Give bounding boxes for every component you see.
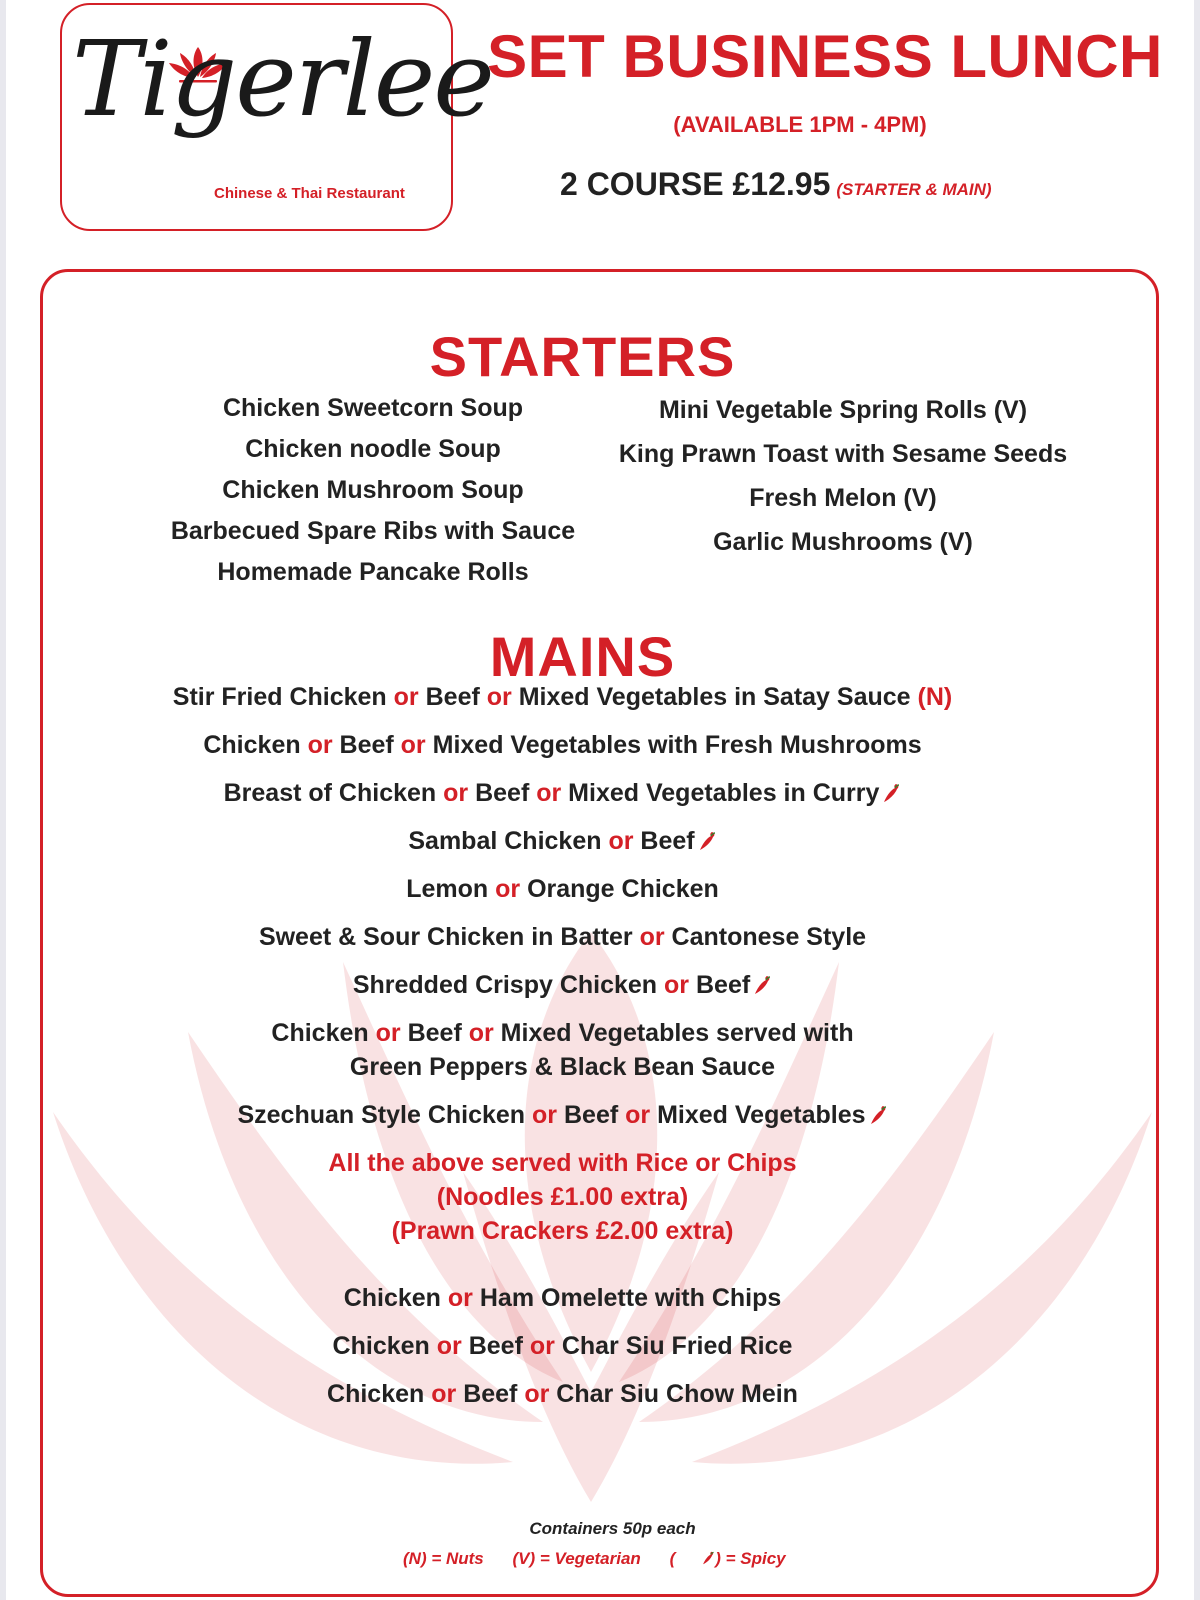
availability-note: (AVAILABLE 1PM - 4PM) [673, 112, 927, 137]
dish-text: Mixed Vegetables with Fresh Mushrooms [432, 731, 922, 759]
dish-text: Mixed Vegetables served with [500, 1019, 854, 1047]
served-note: All the above served with Rice or Chips [328, 1149, 797, 1177]
or-connector: or [386, 683, 426, 711]
nuts-marker: (N) [910, 683, 953, 711]
dish-text: Mixed Vegetables in Satay Sauce [518, 683, 911, 711]
starters-right-column [573, 388, 1113, 564]
dish-text: Chicken [271, 1019, 369, 1047]
main-item [40, 968, 1122, 1002]
dish-text: Beef [640, 827, 695, 855]
chili-icon [881, 782, 901, 804]
dish-text: Chicken [327, 1380, 425, 1408]
dish-text: Stir Fried Chicken [172, 683, 387, 711]
logo [60, 3, 493, 231]
or-connector: or [461, 1019, 501, 1047]
chili-icon [697, 830, 717, 852]
menu-panel [40, 269, 1159, 1597]
dish-text: Chicken [343, 1284, 441, 1312]
main-item [40, 872, 1122, 906]
dish-text: Sambal Chicken [408, 827, 602, 855]
main-item [40, 680, 1122, 714]
main-item [40, 776, 1122, 810]
chili-icon [868, 1104, 888, 1126]
dish-text: Sweet & Sour Chicken in Batter [258, 923, 633, 951]
dish-text: Beef [563, 1101, 619, 1129]
price-line [560, 166, 992, 203]
served-note: (Prawn Crackers £2.00 extra) [391, 1217, 734, 1245]
or-connector: or [601, 827, 641, 855]
or-connector: or [368, 1019, 408, 1047]
dish-text: Char Siu Fried Rice [561, 1332, 793, 1360]
dish-text: Beef [339, 731, 394, 759]
dish-text: Shredded Crispy Chicken [352, 971, 658, 999]
dish-text: Beef [695, 971, 751, 999]
containers-note: Containers 50p each [529, 1519, 696, 1538]
legend-spicy [670, 1549, 810, 1568]
dish-text: Lemon [406, 875, 496, 903]
main-item [40, 728, 1122, 762]
price-note: (STARTER & MAIN) [836, 180, 992, 199]
dish-text: Beef [463, 1380, 518, 1408]
starters-heading: STARTERS [429, 325, 736, 388]
starter-item: Mini Vegetable Spring Rolls (V) [658, 396, 1028, 424]
dish-text: Orange Chicken [527, 875, 719, 903]
dish-text: Mixed Vegetables [657, 1101, 866, 1129]
main-item [40, 1377, 1122, 1411]
main-item [40, 1281, 1122, 1315]
main-item [40, 1098, 1122, 1132]
or-connector: or [529, 779, 569, 807]
dish-text: Beef [468, 1332, 523, 1360]
dish-text: Mixed Vegetables in Curry [568, 779, 880, 807]
dish-text: Breast of Chicken [223, 779, 437, 807]
or-connector: or [424, 1380, 464, 1408]
or-connector: or [632, 923, 672, 951]
legend-spicy-close: ) = Spicy [715, 1549, 786, 1568]
dish-text: Beef [407, 1019, 462, 1047]
or-connector: or [479, 683, 519, 711]
starter-item: Garlic Mushrooms (V) [713, 528, 973, 556]
or-connector: or [517, 1380, 557, 1408]
main-item [40, 824, 1122, 858]
chili-icon [701, 1550, 715, 1566]
or-connector: or [440, 1284, 480, 1312]
starter-item: Chicken Mushroom Soup [222, 476, 524, 504]
starter-item: Chicken noodle Soup [245, 435, 501, 463]
dish-text: Szechuan Style Chicken [237, 1101, 526, 1129]
starter-item: Barbecued Spare Ribs with Sauce [170, 517, 576, 545]
dish-text: Cantonese Style [671, 923, 867, 951]
dish-text: Beef [475, 779, 530, 807]
page-edge-right [1194, 0, 1200, 1600]
or-connector: or [618, 1101, 658, 1129]
or-connector: or [393, 731, 433, 759]
main-item [40, 920, 1122, 954]
or-connector: or [495, 875, 528, 903]
or-connector: or [522, 1332, 562, 1360]
served-note: (Noodles £1.00 extra) [436, 1183, 689, 1211]
dish-text-line2: Green Peppers & Black Bean Sauce [349, 1053, 776, 1081]
page-edge-left [0, 0, 6, 1600]
starter-item: Homemade Pancake Rolls [217, 558, 529, 586]
or-connector: or [657, 971, 696, 999]
page-title: SET BUSINESS LUNCH [487, 23, 1163, 90]
dietary-legend [403, 1549, 834, 1569]
legend-spicy-open: ( [669, 1549, 676, 1568]
legend-nuts: (N) = Nuts [403, 1549, 484, 1568]
dish-text: Char Siu Chow Mein [556, 1380, 798, 1408]
main-item [40, 1329, 1122, 1363]
logo-wordmark: Tigerlee [72, 18, 493, 140]
or-connector: or [525, 1101, 564, 1129]
mains-heading: MAINS [489, 625, 676, 688]
chili-icon [752, 974, 772, 996]
dish-text: Chicken [332, 1332, 430, 1360]
starter-item: Fresh Melon (V) [749, 484, 937, 512]
price-text: 2 COURSE £12.95 [560, 166, 831, 202]
starter-item: Chicken Sweetcorn Soup [222, 394, 524, 422]
dish-text: Beef [425, 683, 480, 711]
legend-vegetarian: (V) = Vegetarian [512, 1549, 641, 1568]
starter-item: King Prawn Toast with Sesame Seeds [618, 440, 1068, 468]
or-connector: or [300, 731, 340, 759]
or-connector: or [436, 779, 476, 807]
or-connector: or [429, 1332, 469, 1360]
dish-text: Ham Omelette with Chips [479, 1284, 782, 1312]
dish-text: Chicken [203, 731, 301, 759]
logo-tagline: Chinese & Thai Restaurant [214, 185, 405, 202]
main-item [40, 1016, 1122, 1084]
